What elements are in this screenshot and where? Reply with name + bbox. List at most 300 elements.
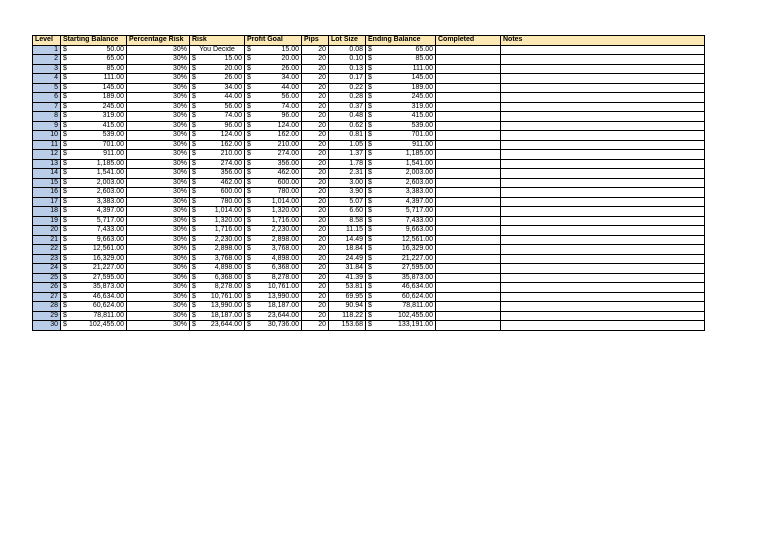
- level-cell[interactable]: 23: [33, 254, 61, 264]
- notes-cell[interactable]: [501, 273, 705, 283]
- lot-size-cell[interactable]: [329, 264, 366, 274]
- starting-balance-cell[interactable]: [61, 264, 127, 274]
- completed-cell[interactable]: [436, 83, 501, 93]
- ending-balance-cell[interactable]: [366, 292, 436, 302]
- header-completed[interactable]: Completed: [436, 36, 501, 46]
- lot-size-cell[interactable]: [329, 169, 366, 179]
- lot-size-cell[interactable]: [329, 83, 366, 93]
- profit-goal-cell[interactable]: [245, 121, 302, 131]
- lot-size-cell[interactable]: [329, 226, 366, 236]
- level-cell[interactable]: 10: [33, 131, 61, 141]
- starting-balance-cell[interactable]: [61, 169, 127, 179]
- level-cell[interactable]: 2: [33, 55, 61, 65]
- profit-goal-cell[interactable]: [245, 254, 302, 264]
- completed-cell[interactable]: [436, 131, 501, 141]
- pips-cell[interactable]: 20: [302, 235, 329, 245]
- level-cell[interactable]: 19: [33, 216, 61, 226]
- pips-cell[interactable]: 20: [302, 178, 329, 188]
- risk-cell[interactable]: [190, 102, 245, 112]
- starting-balance-cell[interactable]: [61, 83, 127, 93]
- lot-size-cell[interactable]: [329, 188, 366, 198]
- pips-cell[interactable]: 20: [302, 245, 329, 255]
- starting-balance-cell[interactable]: [61, 254, 127, 264]
- ending-balance-cell[interactable]: [366, 131, 436, 141]
- header-starting-balance[interactable]: Starting Balance: [61, 36, 127, 46]
- notes-cell[interactable]: [501, 55, 705, 65]
- level-cell[interactable]: 8: [33, 112, 61, 122]
- notes-cell[interactable]: [501, 178, 705, 188]
- completed-cell[interactable]: [436, 302, 501, 312]
- pips-cell[interactable]: 20: [302, 188, 329, 198]
- lot-size-cell[interactable]: [329, 112, 366, 122]
- profit-goal-cell[interactable]: [245, 74, 302, 84]
- pips-cell[interactable]: 20: [302, 74, 329, 84]
- starting-balance-cell[interactable]: [61, 178, 127, 188]
- starting-balance-cell[interactable]: [61, 283, 127, 293]
- risk-cell[interactable]: You Decide: [190, 45, 245, 55]
- starting-balance-cell[interactable]: [61, 226, 127, 236]
- notes-cell[interactable]: [501, 188, 705, 198]
- completed-cell[interactable]: [436, 55, 501, 65]
- header-pips[interactable]: Pips: [302, 36, 329, 46]
- profit-goal-cell[interactable]: [245, 245, 302, 255]
- lot-size-cell[interactable]: [329, 121, 366, 131]
- completed-cell[interactable]: [436, 188, 501, 198]
- ending-balance-cell[interactable]: [366, 321, 436, 331]
- risk-cell[interactable]: [190, 197, 245, 207]
- risk-cell[interactable]: [190, 226, 245, 236]
- profit-goal-cell[interactable]: [245, 45, 302, 55]
- risk-cell[interactable]: [190, 140, 245, 150]
- profit-goal-cell[interactable]: [245, 302, 302, 312]
- completed-cell[interactable]: [436, 197, 501, 207]
- starting-balance-cell[interactable]: [61, 55, 127, 65]
- risk-cell[interactable]: [190, 245, 245, 255]
- pips-cell[interactable]: 20: [302, 131, 329, 141]
- pips-cell[interactable]: 20: [302, 83, 329, 93]
- percentage-risk-cell[interactable]: 30%: [127, 207, 190, 217]
- level-cell[interactable]: 4: [33, 74, 61, 84]
- profit-goal-cell[interactable]: [245, 197, 302, 207]
- pips-cell[interactable]: 20: [302, 102, 329, 112]
- percentage-risk-cell[interactable]: 30%: [127, 64, 190, 74]
- percentage-risk-cell[interactable]: 30%: [127, 226, 190, 236]
- completed-cell[interactable]: [436, 226, 501, 236]
- lot-size-cell[interactable]: [329, 102, 366, 112]
- level-cell[interactable]: 15: [33, 178, 61, 188]
- level-cell[interactable]: 28: [33, 302, 61, 312]
- lot-size-cell[interactable]: [329, 254, 366, 264]
- completed-cell[interactable]: [436, 292, 501, 302]
- percentage-risk-cell[interactable]: 30%: [127, 235, 190, 245]
- starting-balance-cell[interactable]: [61, 311, 127, 321]
- completed-cell[interactable]: [436, 102, 501, 112]
- header-lot-size[interactable]: Lot Size: [329, 36, 366, 46]
- percentage-risk-cell[interactable]: 30%: [127, 121, 190, 131]
- ending-balance-cell[interactable]: [366, 226, 436, 236]
- percentage-risk-cell[interactable]: 30%: [127, 93, 190, 103]
- risk-cell[interactable]: [190, 83, 245, 93]
- risk-cell[interactable]: [190, 55, 245, 65]
- notes-cell[interactable]: [501, 321, 705, 331]
- lot-size-cell[interactable]: [329, 292, 366, 302]
- profit-goal-cell[interactable]: [245, 55, 302, 65]
- pips-cell[interactable]: 20: [302, 216, 329, 226]
- risk-cell[interactable]: [190, 131, 245, 141]
- profit-goal-cell[interactable]: [245, 159, 302, 169]
- notes-cell[interactable]: [501, 226, 705, 236]
- percentage-risk-cell[interactable]: 30%: [127, 112, 190, 122]
- percentage-risk-cell[interactable]: 30%: [127, 150, 190, 160]
- pips-cell[interactable]: 20: [302, 121, 329, 131]
- starting-balance-cell[interactable]: [61, 93, 127, 103]
- completed-cell[interactable]: [436, 207, 501, 217]
- pips-cell[interactable]: 20: [302, 311, 329, 321]
- profit-goal-cell[interactable]: [245, 140, 302, 150]
- level-cell[interactable]: 20: [33, 226, 61, 236]
- ending-balance-cell[interactable]: [366, 311, 436, 321]
- notes-cell[interactable]: [501, 169, 705, 179]
- risk-cell[interactable]: [190, 264, 245, 274]
- risk-cell[interactable]: [190, 112, 245, 122]
- ending-balance-cell[interactable]: [366, 159, 436, 169]
- notes-cell[interactable]: [501, 245, 705, 255]
- percentage-risk-cell[interactable]: 30%: [127, 131, 190, 141]
- pips-cell[interactable]: 20: [302, 292, 329, 302]
- notes-cell[interactable]: [501, 93, 705, 103]
- level-cell[interactable]: 21: [33, 235, 61, 245]
- pips-cell[interactable]: 20: [302, 45, 329, 55]
- notes-cell[interactable]: [501, 292, 705, 302]
- level-cell[interactable]: 30: [33, 321, 61, 331]
- profit-goal-cell[interactable]: [245, 64, 302, 74]
- completed-cell[interactable]: [436, 159, 501, 169]
- ending-balance-cell[interactable]: [366, 121, 436, 131]
- level-cell[interactable]: 6: [33, 93, 61, 103]
- percentage-risk-cell[interactable]: 30%: [127, 283, 190, 293]
- percentage-risk-cell[interactable]: 30%: [127, 254, 190, 264]
- ending-balance-cell[interactable]: [366, 169, 436, 179]
- risk-cell[interactable]: [190, 302, 245, 312]
- ending-balance-cell[interactable]: [366, 150, 436, 160]
- starting-balance-cell[interactable]: [61, 245, 127, 255]
- ending-balance-cell[interactable]: [366, 216, 436, 226]
- profit-goal-cell[interactable]: [245, 264, 302, 274]
- level-cell[interactable]: 13: [33, 159, 61, 169]
- ending-balance-cell[interactable]: [366, 102, 436, 112]
- completed-cell[interactable]: [436, 254, 501, 264]
- level-cell[interactable]: 18: [33, 207, 61, 217]
- lot-size-cell[interactable]: [329, 131, 366, 141]
- ending-balance-cell[interactable]: [366, 254, 436, 264]
- notes-cell[interactable]: [501, 283, 705, 293]
- profit-goal-cell[interactable]: [245, 93, 302, 103]
- starting-balance-cell[interactable]: [61, 159, 127, 169]
- ending-balance-cell[interactable]: [366, 245, 436, 255]
- notes-cell[interactable]: [501, 140, 705, 150]
- notes-cell[interactable]: [501, 207, 705, 217]
- profit-goal-cell[interactable]: [245, 150, 302, 160]
- notes-cell[interactable]: [501, 159, 705, 169]
- profit-goal-cell[interactable]: [245, 226, 302, 236]
- risk-cell[interactable]: [190, 74, 245, 84]
- ending-balance-cell[interactable]: [366, 64, 436, 74]
- starting-balance-cell[interactable]: [61, 188, 127, 198]
- pips-cell[interactable]: 20: [302, 159, 329, 169]
- lot-size-cell[interactable]: [329, 178, 366, 188]
- notes-cell[interactable]: [501, 150, 705, 160]
- pips-cell[interactable]: 20: [302, 264, 329, 274]
- ending-balance-cell[interactable]: [366, 55, 436, 65]
- pips-cell[interactable]: 20: [302, 112, 329, 122]
- percentage-risk-cell[interactable]: 30%: [127, 159, 190, 169]
- risk-cell[interactable]: [190, 283, 245, 293]
- percentage-risk-cell[interactable]: 30%: [127, 245, 190, 255]
- level-cell[interactable]: 26: [33, 283, 61, 293]
- pips-cell[interactable]: 20: [302, 169, 329, 179]
- starting-balance-cell[interactable]: [61, 74, 127, 84]
- pips-cell[interactable]: 20: [302, 93, 329, 103]
- header-profit-goal[interactable]: Profit Goal: [245, 36, 302, 46]
- percentage-risk-cell[interactable]: 30%: [127, 169, 190, 179]
- starting-balance-cell[interactable]: [61, 131, 127, 141]
- risk-cell[interactable]: [190, 311, 245, 321]
- completed-cell[interactable]: [436, 311, 501, 321]
- lot-size-cell[interactable]: [329, 197, 366, 207]
- level-cell[interactable]: 17: [33, 197, 61, 207]
- notes-cell[interactable]: [501, 112, 705, 122]
- notes-cell[interactable]: [501, 264, 705, 274]
- completed-cell[interactable]: [436, 283, 501, 293]
- percentage-risk-cell[interactable]: 30%: [127, 197, 190, 207]
- header-notes[interactable]: Notes: [501, 36, 705, 46]
- ending-balance-cell[interactable]: [366, 93, 436, 103]
- pips-cell[interactable]: 20: [302, 302, 329, 312]
- level-cell[interactable]: 9: [33, 121, 61, 131]
- ending-balance-cell[interactable]: [366, 140, 436, 150]
- profit-goal-cell[interactable]: [245, 273, 302, 283]
- percentage-risk-cell[interactable]: 30%: [127, 140, 190, 150]
- ending-balance-cell[interactable]: [366, 197, 436, 207]
- level-cell[interactable]: 1: [33, 45, 61, 55]
- lot-size-cell[interactable]: [329, 159, 366, 169]
- profit-goal-cell[interactable]: [245, 207, 302, 217]
- risk-cell[interactable]: [190, 93, 245, 103]
- completed-cell[interactable]: [436, 235, 501, 245]
- ending-balance-cell[interactable]: [366, 74, 436, 84]
- risk-cell[interactable]: [190, 321, 245, 331]
- profit-goal-cell[interactable]: [245, 235, 302, 245]
- level-cell[interactable]: 14: [33, 169, 61, 179]
- header-level[interactable]: Level: [33, 36, 61, 46]
- notes-cell[interactable]: [501, 45, 705, 55]
- starting-balance-cell[interactable]: [61, 207, 127, 217]
- level-cell[interactable]: 5: [33, 83, 61, 93]
- level-cell[interactable]: 3: [33, 64, 61, 74]
- lot-size-cell[interactable]: [329, 245, 366, 255]
- lot-size-cell[interactable]: [329, 74, 366, 84]
- completed-cell[interactable]: [436, 178, 501, 188]
- completed-cell[interactable]: [436, 264, 501, 274]
- profit-goal-cell[interactable]: [245, 321, 302, 331]
- starting-balance-cell[interactable]: [61, 102, 127, 112]
- level-cell[interactable]: 29: [33, 311, 61, 321]
- profit-goal-cell[interactable]: [245, 311, 302, 321]
- risk-cell[interactable]: [190, 235, 245, 245]
- lot-size-cell[interactable]: [329, 140, 366, 150]
- pips-cell[interactable]: 20: [302, 150, 329, 160]
- percentage-risk-cell[interactable]: 30%: [127, 102, 190, 112]
- lot-size-cell[interactable]: [329, 93, 366, 103]
- ending-balance-cell[interactable]: [366, 178, 436, 188]
- notes-cell[interactable]: [501, 311, 705, 321]
- risk-cell[interactable]: [190, 273, 245, 283]
- lot-size-cell[interactable]: [329, 45, 366, 55]
- pips-cell[interactable]: 20: [302, 140, 329, 150]
- lot-size-cell[interactable]: [329, 207, 366, 217]
- ending-balance-cell[interactable]: [366, 273, 436, 283]
- notes-cell[interactable]: [501, 121, 705, 131]
- percentage-risk-cell[interactable]: 30%: [127, 273, 190, 283]
- percentage-risk-cell[interactable]: 30%: [127, 83, 190, 93]
- level-cell[interactable]: 25: [33, 273, 61, 283]
- level-cell[interactable]: 24: [33, 264, 61, 274]
- completed-cell[interactable]: [436, 216, 501, 226]
- completed-cell[interactable]: [436, 112, 501, 122]
- completed-cell[interactable]: [436, 169, 501, 179]
- ending-balance-cell[interactable]: [366, 45, 436, 55]
- percentage-risk-cell[interactable]: 30%: [127, 311, 190, 321]
- starting-balance-cell[interactable]: [61, 150, 127, 160]
- starting-balance-cell[interactable]: [61, 140, 127, 150]
- pips-cell[interactable]: 20: [302, 64, 329, 74]
- risk-cell[interactable]: [190, 150, 245, 160]
- starting-balance-cell[interactable]: [61, 321, 127, 331]
- starting-balance-cell[interactable]: [61, 292, 127, 302]
- starting-balance-cell[interactable]: [61, 45, 127, 55]
- risk-cell[interactable]: [190, 159, 245, 169]
- pips-cell[interactable]: 20: [302, 207, 329, 217]
- pips-cell[interactable]: 20: [302, 55, 329, 65]
- percentage-risk-cell[interactable]: 30%: [127, 321, 190, 331]
- completed-cell[interactable]: [436, 93, 501, 103]
- pips-cell[interactable]: 20: [302, 197, 329, 207]
- ending-balance-cell[interactable]: [366, 283, 436, 293]
- ending-balance-cell[interactable]: [366, 83, 436, 93]
- lot-size-cell[interactable]: [329, 273, 366, 283]
- starting-balance-cell[interactable]: [61, 302, 127, 312]
- completed-cell[interactable]: [436, 121, 501, 131]
- completed-cell[interactable]: [436, 273, 501, 283]
- notes-cell[interactable]: [501, 235, 705, 245]
- level-cell[interactable]: 22: [33, 245, 61, 255]
- risk-cell[interactable]: [190, 207, 245, 217]
- level-cell[interactable]: 7: [33, 102, 61, 112]
- completed-cell[interactable]: [436, 74, 501, 84]
- notes-cell[interactable]: [501, 131, 705, 141]
- percentage-risk-cell[interactable]: 30%: [127, 188, 190, 198]
- completed-cell[interactable]: [436, 45, 501, 55]
- profit-goal-cell[interactable]: [245, 112, 302, 122]
- lot-size-cell[interactable]: [329, 311, 366, 321]
- header-risk[interactable]: Risk: [190, 36, 245, 46]
- level-cell[interactable]: 16: [33, 188, 61, 198]
- risk-cell[interactable]: [190, 169, 245, 179]
- notes-cell[interactable]: [501, 302, 705, 312]
- header-percentage-risk[interactable]: Percentage Risk: [127, 36, 190, 46]
- starting-balance-cell[interactable]: [61, 235, 127, 245]
- percentage-risk-cell[interactable]: 30%: [127, 292, 190, 302]
- profit-goal-cell[interactable]: [245, 292, 302, 302]
- risk-cell[interactable]: [190, 64, 245, 74]
- ending-balance-cell[interactable]: [366, 207, 436, 217]
- percentage-risk-cell[interactable]: 30%: [127, 74, 190, 84]
- risk-cell[interactable]: [190, 188, 245, 198]
- notes-cell[interactable]: [501, 83, 705, 93]
- level-cell[interactable]: 11: [33, 140, 61, 150]
- profit-goal-cell[interactable]: [245, 131, 302, 141]
- ending-balance-cell[interactable]: [366, 264, 436, 274]
- percentage-risk-cell[interactable]: 30%: [127, 264, 190, 274]
- percentage-risk-cell[interactable]: 30%: [127, 302, 190, 312]
- starting-balance-cell[interactable]: [61, 112, 127, 122]
- profit-goal-cell[interactable]: [245, 188, 302, 198]
- pips-cell[interactable]: 20: [302, 283, 329, 293]
- lot-size-cell[interactable]: [329, 283, 366, 293]
- percentage-risk-cell[interactable]: 30%: [127, 45, 190, 55]
- starting-balance-cell[interactable]: [61, 197, 127, 207]
- risk-cell[interactable]: [190, 121, 245, 131]
- lot-size-cell[interactable]: [329, 216, 366, 226]
- notes-cell[interactable]: [501, 197, 705, 207]
- notes-cell[interactable]: [501, 216, 705, 226]
- completed-cell[interactable]: [436, 150, 501, 160]
- notes-cell[interactable]: [501, 102, 705, 112]
- starting-balance-cell[interactable]: [61, 273, 127, 283]
- ending-balance-cell[interactable]: [366, 235, 436, 245]
- level-cell[interactable]: 27: [33, 292, 61, 302]
- lot-size-cell[interactable]: [329, 55, 366, 65]
- profit-goal-cell[interactable]: [245, 216, 302, 226]
- lot-size-cell[interactable]: [329, 302, 366, 312]
- completed-cell[interactable]: [436, 321, 501, 331]
- percentage-risk-cell[interactable]: 30%: [127, 216, 190, 226]
- risk-cell[interactable]: [190, 216, 245, 226]
- profit-goal-cell[interactable]: [245, 102, 302, 112]
- risk-cell[interactable]: [190, 292, 245, 302]
- pips-cell[interactable]: 20: [302, 226, 329, 236]
- notes-cell[interactable]: [501, 254, 705, 264]
- profit-goal-cell[interactable]: [245, 283, 302, 293]
- ending-balance-cell[interactable]: [366, 188, 436, 198]
- risk-cell[interactable]: [190, 178, 245, 188]
- ending-balance-cell[interactable]: [366, 302, 436, 312]
- lot-size-cell[interactable]: [329, 64, 366, 74]
- notes-cell[interactable]: [501, 74, 705, 84]
- starting-balance-cell[interactable]: [61, 121, 127, 131]
- starting-balance-cell[interactable]: [61, 64, 127, 74]
- pips-cell[interactable]: 20: [302, 254, 329, 264]
- pips-cell[interactable]: 20: [302, 321, 329, 331]
- completed-cell[interactable]: [436, 64, 501, 74]
- pips-cell[interactable]: 20: [302, 273, 329, 283]
- header-ending-balance[interactable]: Ending Balance: [366, 36, 436, 46]
- percentage-risk-cell[interactable]: 30%: [127, 178, 190, 188]
- profit-goal-cell[interactable]: [245, 178, 302, 188]
- profit-goal-cell[interactable]: [245, 83, 302, 93]
- lot-size-cell[interactable]: [329, 321, 366, 331]
- starting-balance-cell[interactable]: [61, 216, 127, 226]
